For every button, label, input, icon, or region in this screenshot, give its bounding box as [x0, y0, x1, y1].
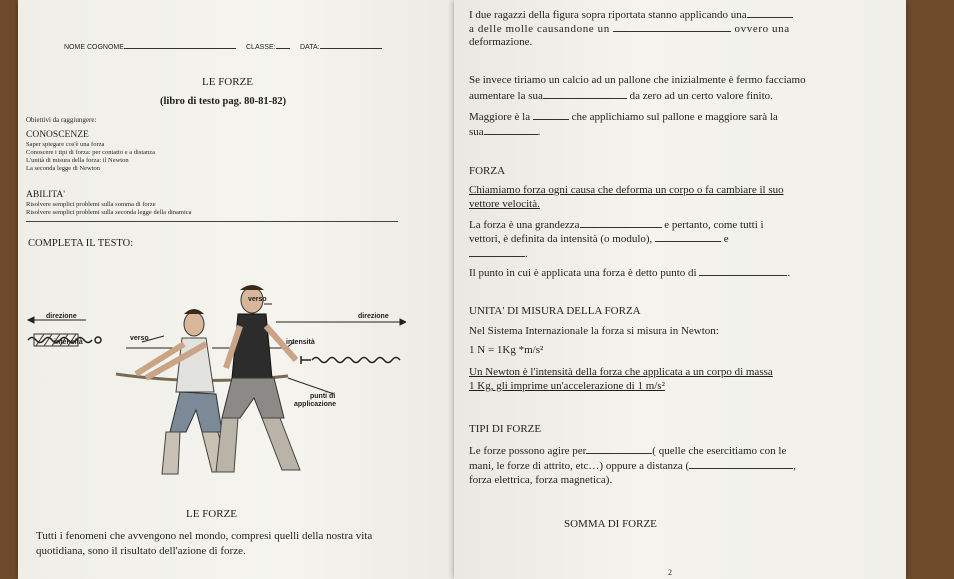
exercise-heading: COMPLETA IL TESTO: — [28, 238, 134, 249]
skills-heading: ABILITA' — [26, 190, 65, 200]
greater-line2-text: sua — [469, 126, 484, 138]
page-number: 2 — [668, 568, 672, 577]
greater-line1-end: che applichiamo sul pallone e maggiore sarà la — [571, 111, 778, 123]
vector-line2 — [469, 232, 729, 245]
blank — [747, 8, 793, 18]
section-title-le-forze: LE FORZE — [186, 508, 238, 520]
label-verso-left: verso — [130, 335, 149, 342]
class-label: CLASSE: — [246, 44, 276, 51]
right-worksheet-page — [454, 0, 906, 579]
newton-formula: 1 N = 1Kg *m/s² — [469, 344, 544, 356]
application-point-line: Il punto in cui è applicata una forza è detto punto di . — [469, 267, 791, 279]
skills-item: Risolvere semplici problemi sulla seconda legge della dinamica — [26, 209, 192, 216]
date-field — [300, 39, 382, 51]
kick-line2-end: da zero ad un certo valore finito. — [629, 90, 773, 102]
name-blank — [124, 39, 236, 49]
kick-line1: Se invece tiriamo un calcio ad un pallone che inizialmente è fermo facciamo — [469, 74, 806, 86]
unit-heading: UNITA' DI MISURA DELLA FORZA — [469, 305, 641, 317]
label-verso-top: verso — [248, 296, 267, 303]
blank — [469, 247, 525, 257]
newton-definition-line1: Un Newton è l'intensità della forza che applicata a un corpo di massa — [469, 366, 773, 378]
vector-line1-end: e pertanto, come tutti i — [664, 219, 764, 231]
name-field — [64, 39, 236, 51]
skills-item: Risolvere semplici problemi sulla somma di forze — [26, 201, 156, 208]
tug-of-war-springs-figure — [26, 282, 406, 478]
blank — [586, 444, 652, 454]
intro-paragraph-line1: Tutti i fenomeni che avvengono nel mondo, compresi quelli della nostra vita — [36, 530, 373, 542]
knowledge-list — [26, 141, 155, 173]
sum-of-forces-heading: SOMMA DI FORZE — [564, 518, 657, 530]
blank — [543, 89, 627, 99]
left-boy-illustration — [136, 309, 228, 474]
application-point-text: Il punto in cui è applicata una forza è detto punto di — [469, 267, 697, 279]
intro-line1 — [469, 8, 793, 21]
vector-line1 — [469, 218, 764, 231]
greater-line1-text: Maggiore è la — [469, 111, 531, 123]
types-line3: forza elettrica, forza magnetica). — [469, 474, 613, 486]
newton-definition-line2: 1 Kg, gli imprime un'accelerazione di 1 m/s² — [469, 380, 665, 392]
blank — [655, 232, 721, 242]
blank — [484, 125, 538, 135]
types-heading: TIPI DI FORZE — [469, 423, 542, 435]
vector-line3: . — [469, 247, 528, 260]
section-divider — [26, 221, 398, 222]
label-applicazione: applicazione — [294, 401, 337, 408]
intro-paragraph-line2: quotidiana, sono il risultato dell'azione di forze. — [36, 545, 246, 557]
date-blank — [320, 39, 382, 49]
kick-line2 — [469, 89, 773, 102]
blank — [580, 218, 662, 228]
vector-line2-end: e — [723, 233, 729, 245]
textbook-reference: (libro di testo pag. 80-81-82) — [160, 96, 287, 107]
intro-line2 — [469, 22, 790, 35]
greater-line2: sua . — [469, 126, 541, 138]
label-intensita-left: intensità — [54, 339, 83, 346]
greater-line1 — [469, 110, 778, 123]
knowledge-item: La seconda legge di Newton — [26, 165, 101, 172]
blank — [533, 110, 569, 120]
force-definition-line2: vettore velocità. — [469, 198, 540, 210]
intro-line3: deformazione. — [469, 36, 533, 48]
force-definition-line1: Chiamiamo forza ogni causa che deforma un corpo o fa cambiare il suo — [469, 184, 784, 196]
vector-line1-text: La forza è una grandezza — [469, 219, 580, 231]
knowledge-heading: CONOSCENZE — [26, 130, 89, 140]
knowledge-item: Conoscere i tipi di forza: per contatto e a distanza — [26, 149, 156, 156]
knowledge-item: Saper spiegare cos'è una forza — [26, 141, 105, 148]
force-heading: FORZA — [469, 165, 506, 177]
objectives-label: Obiettivi da raggiungere: — [26, 116, 97, 124]
types-line1-text: Le forze possono agire per — [469, 445, 587, 457]
blank — [689, 459, 793, 469]
intro-line2-text: a delle molle causandone un — [469, 23, 610, 35]
si-unit-line: Nel Sistema Internazionale la forza si misura in Newton: — [469, 325, 719, 337]
types-line1 — [469, 444, 786, 457]
right-spring — [301, 356, 400, 364]
blank — [699, 266, 787, 276]
types-line2-text: mani, le forze di attrito, etc…) oppure a distanza ( — [469, 460, 690, 472]
intro-line1-text: I due ragazzi della figura sopra riportata stanno applicando una — [469, 9, 747, 21]
types-line1-end: ( quelle che esercitiamo con le — [652, 445, 787, 457]
intro-line2-end: ovvero una — [734, 23, 790, 35]
skills-list — [26, 201, 192, 217]
label-direzione-left: direzione — [46, 313, 77, 320]
label-intensita-right: intensità — [286, 339, 315, 346]
label-punti-di: punti di — [310, 393, 336, 400]
date-label: DATA: — [300, 44, 320, 51]
left-worksheet-page — [18, 0, 454, 579]
blank — [613, 22, 731, 32]
class-field — [246, 39, 290, 51]
label-direzione-right: direzione — [358, 313, 389, 320]
types-line2: mani, le forze di attrito, etc…) oppure a distanza ( , — [469, 460, 796, 472]
page-title: LE FORZE — [202, 76, 254, 88]
right-boy-illustration — [216, 285, 300, 472]
name-label: NOME COGNOME — [64, 44, 124, 51]
kick-line2-text: aumentare la sua — [469, 90, 543, 102]
knowledge-item: L'unità di misura della forza: il Newton — [26, 157, 129, 164]
class-blank — [276, 39, 290, 49]
vector-line2-text: vettori, è definita da intensità (o modulo), — [469, 233, 653, 245]
